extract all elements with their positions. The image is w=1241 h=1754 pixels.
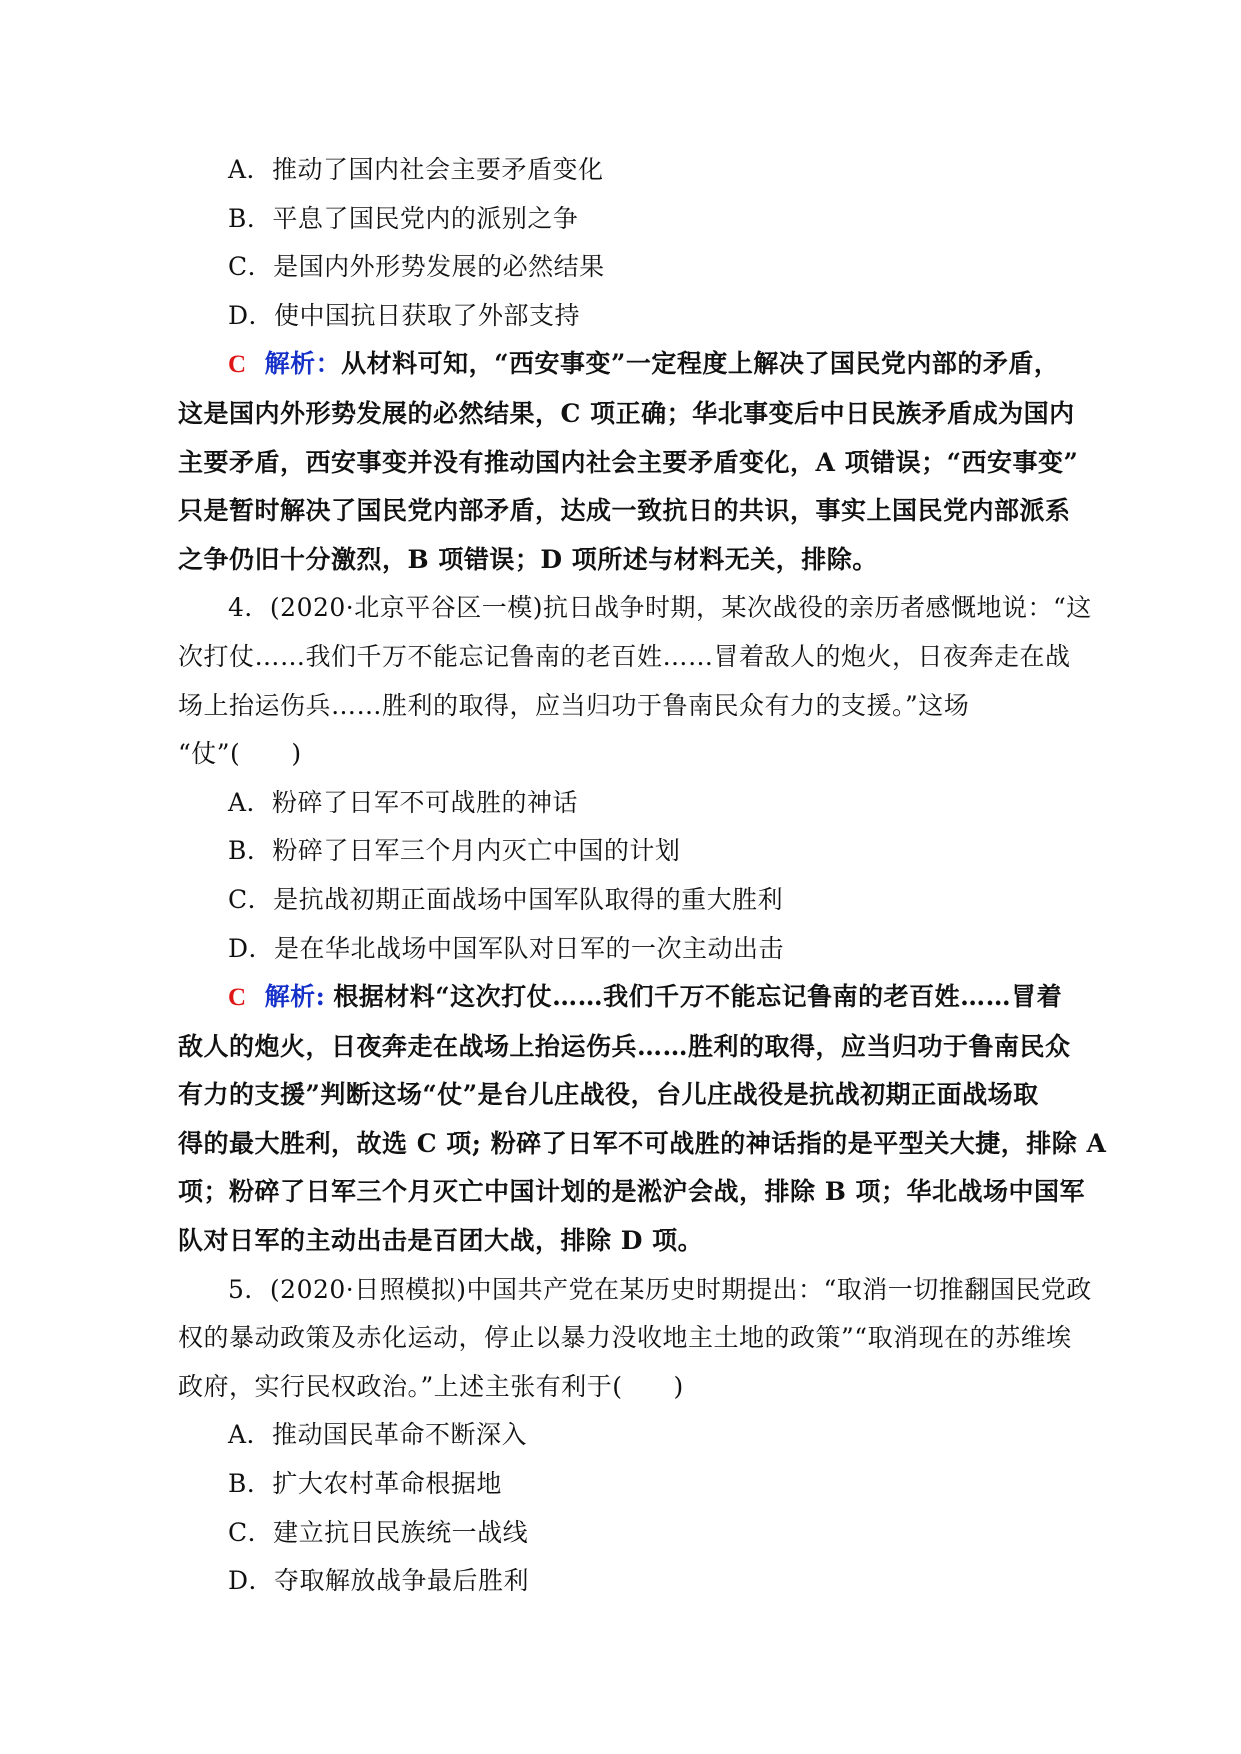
q3-option-c: C．是国内外形势发展的必然结果	[228, 252, 605, 282]
q5-option-b: B．扩大农村革命根据地	[228, 1469, 502, 1499]
q4-option-a: A．粉碎了日军不可战胜的神话	[228, 787, 579, 817]
q3-answer-letter: C	[228, 351, 247, 379]
q4-stem-line: 次打仗……我们千万不能忘记鲁南的老百姓……冒着敌人的炮火，日夜奔走在战	[178, 641, 1071, 671]
q5-stem-line: 权的暴动政策及赤化运动，停止以暴力没收地主土地的政策”“取消现在的苏维埃	[178, 1323, 1072, 1353]
q4-explanation-line: 队对日军的主动出击是百团大战，排除 D 项。	[178, 1226, 704, 1256]
q4-explanation-line: 项；粉碎了日军三个月灭亡中国计划的是淞沪会战，排除 B 项；华北战场中国军	[178, 1177, 1086, 1207]
q4-option-b: B．粉碎了日军三个月内灭亡中国的计划	[228, 836, 681, 866]
q4-explanation-label: 解析:	[264, 982, 326, 1012]
q4-option-c: C．是抗战初期正面战场中国军队取得的重大胜利	[228, 884, 784, 914]
q3-explanation-line: 之争仍旧十分激烈，B 项错误；D 项所述与材料无关，排除。	[178, 544, 878, 574]
q5-option-a: A．推动国民革命不断深入	[228, 1420, 528, 1450]
q3-explanation-line: 这是国内外形势发展的必然结果，C 项正确；华北事变后中日民族矛盾成为国内	[178, 398, 1075, 428]
q3-explanation-first-line	[178, 340, 1068, 390]
q3-explanation-text: 从材料可知，“西安事变”一定程度上解决了国民党内部的矛盾，	[341, 349, 1060, 379]
q3-explanation-line: 主要矛盾，西安事变并没有推动国内社会主要矛盾变化，A 项错误；“西安事变”	[178, 447, 1079, 477]
q4-explanation-line: 敌人的炮火，日夜奔走在战场上抬运伤兵……胜利的取得，应当归功于鲁南民众	[178, 1031, 1071, 1061]
q4-explanation-line: 得的最大胜利，故选 C 项; 粉碎了日军不可战胜的神话指的是平型关大捷，排除 A	[178, 1128, 1107, 1158]
q3-explanation-line: 只是暂时解决了国民党内部矛盾，达成一致抗日的共识，事实上国民党内部派系	[178, 496, 1071, 526]
q4-stem-line: 场上抬运伤兵……胜利的取得，应当归功于鲁南民众有力的支援。”这场	[178, 690, 970, 720]
q5-stem-line: 5．(2020·日照模拟)中国共产党在某历史时期提出：“取消一切推翻国民党政	[228, 1274, 1092, 1304]
q4-explanation-line: 有力的支援”判断这场“仗”是台儿庄战役，台儿庄战役是抗战初期正面战场取	[178, 1080, 1039, 1110]
q4-stem-line: “仗”( )	[178, 739, 302, 769]
q3-option-b: B．平息了国民党内的派别之争	[228, 203, 579, 233]
question-content	[178, 146, 1107, 1606]
q3-explanation-label: 解析：	[264, 349, 342, 379]
q3-option-a: A．推动了国内社会主要矛盾变化	[228, 155, 604, 184]
q5-option-c: C．建立抗日民族统一战线	[228, 1517, 529, 1547]
q4-stem-line: 4．(2020·北京平谷区一模)抗日战争时期，某次战役的亲历者感慨地说：“这	[228, 593, 1092, 623]
q4-answer-letter: C	[228, 984, 247, 1012]
q4-explanation-text: 根据材料“这次打仗……我们千万不能忘记鲁南的老百姓……冒着	[333, 982, 1063, 1012]
q4-option-d: D．是在华北战场中国军队对日军的一次主动出击	[228, 933, 785, 963]
q4-explanation-first-line	[178, 973, 1068, 1023]
q5-stem-line: 政府，实行民权政治。”上述主张有利于( )	[178, 1371, 684, 1401]
q3-option-d: D．使中国抗日获取了外部支持	[228, 300, 581, 330]
q5-option-d: D．夺取解放战争最后胜利	[228, 1566, 530, 1596]
